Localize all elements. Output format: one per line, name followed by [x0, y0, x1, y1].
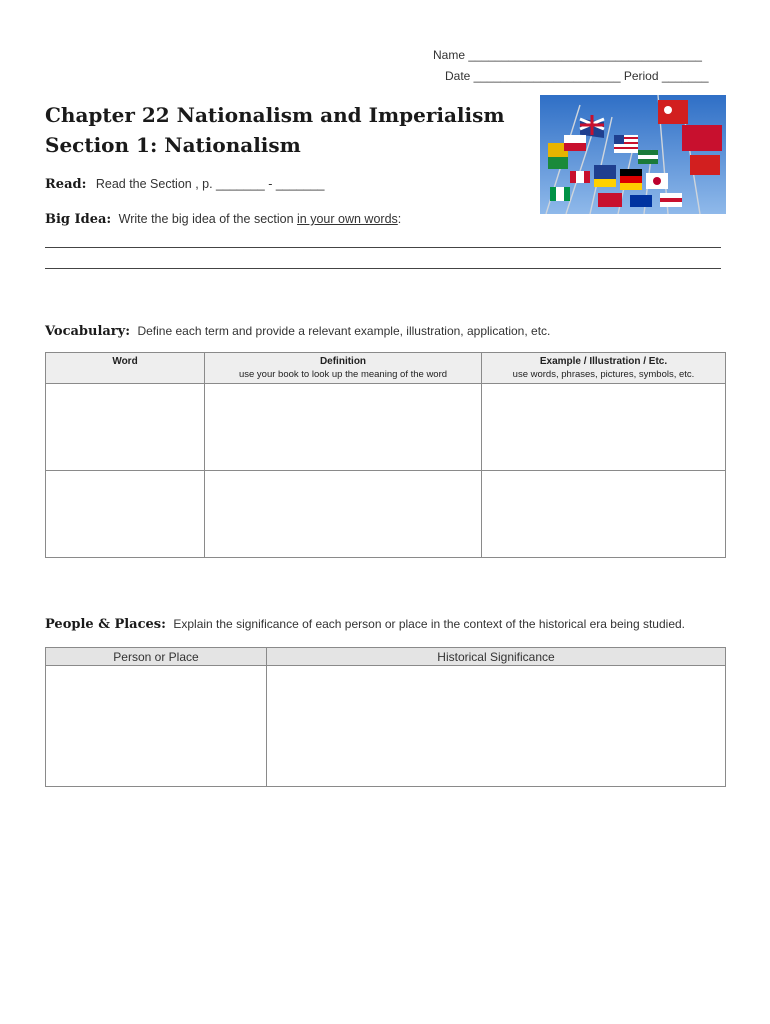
people-places-table [45, 647, 726, 787]
name-field-line[interactable]: Name ___________________________________ [433, 48, 702, 62]
table-row [46, 471, 726, 558]
vocab-definition-cell[interactable] [205, 471, 482, 558]
world-flags-photo-icon [540, 95, 726, 214]
vocab-example-cell[interactable] [482, 471, 726, 558]
table-row [46, 666, 726, 787]
people-col-person-place: Person or Place [46, 648, 267, 666]
vocab-col-definition: Definition use your book to look up the meaning of the word [205, 353, 482, 384]
people-places-instructions: Explain the significance of each person or place in the context of the historical era being studied. [173, 617, 686, 631]
vocabulary-table [45, 352, 726, 558]
vocabulary-header-row [46, 353, 726, 384]
vocabulary-heading [45, 322, 550, 340]
people-col-significance: Historical Significance [267, 648, 726, 666]
vocabulary-instructions: Define each term and provide a relevant example, illustration, application, etc. [137, 324, 551, 338]
flags-illustration [540, 95, 726, 214]
big-idea-line [45, 210, 401, 228]
read-label: Read: [45, 177, 87, 192]
people-places-heading [45, 615, 685, 633]
vocab-col-example: Example / Illustration / Etc. use words, phrases, pictures, symbols, etc. [482, 353, 726, 384]
vocab-col-word: Word [46, 353, 205, 384]
vocab-definition-cell[interactable] [205, 384, 482, 471]
read-line [45, 175, 325, 193]
big-idea-answer-line-2[interactable] [45, 268, 721, 269]
date-period-field-line[interactable]: Date ______________________ Period _______ [445, 69, 709, 83]
table-row [46, 384, 726, 471]
people-places-header-row [46, 648, 726, 666]
chapter-title: Chapter 22 Nationalism and Imperialism [45, 103, 505, 127]
vocabulary-label: Vocabulary: [45, 324, 131, 339]
big-idea-label: Big Idea: [45, 212, 112, 227]
vocab-word-cell[interactable] [46, 471, 205, 558]
big-idea-emphasis: in your own words [297, 212, 398, 226]
page-title [45, 100, 505, 160]
person-place-cell[interactable] [46, 666, 267, 787]
big-idea-answer-line-1[interactable] [45, 247, 721, 248]
big-idea-instructions: Write the big idea of the section [118, 212, 298, 226]
significance-cell[interactable] [267, 666, 726, 787]
people-places-label: People & Places: [45, 617, 166, 632]
vocab-example-cell[interactable] [482, 384, 726, 471]
big-idea-colon: : [397, 212, 402, 226]
read-text: Read the Section , p. _______ - _______ [95, 177, 325, 191]
vocab-word-cell[interactable] [46, 384, 205, 471]
section-title: Section 1: Nationalism [45, 133, 301, 157]
